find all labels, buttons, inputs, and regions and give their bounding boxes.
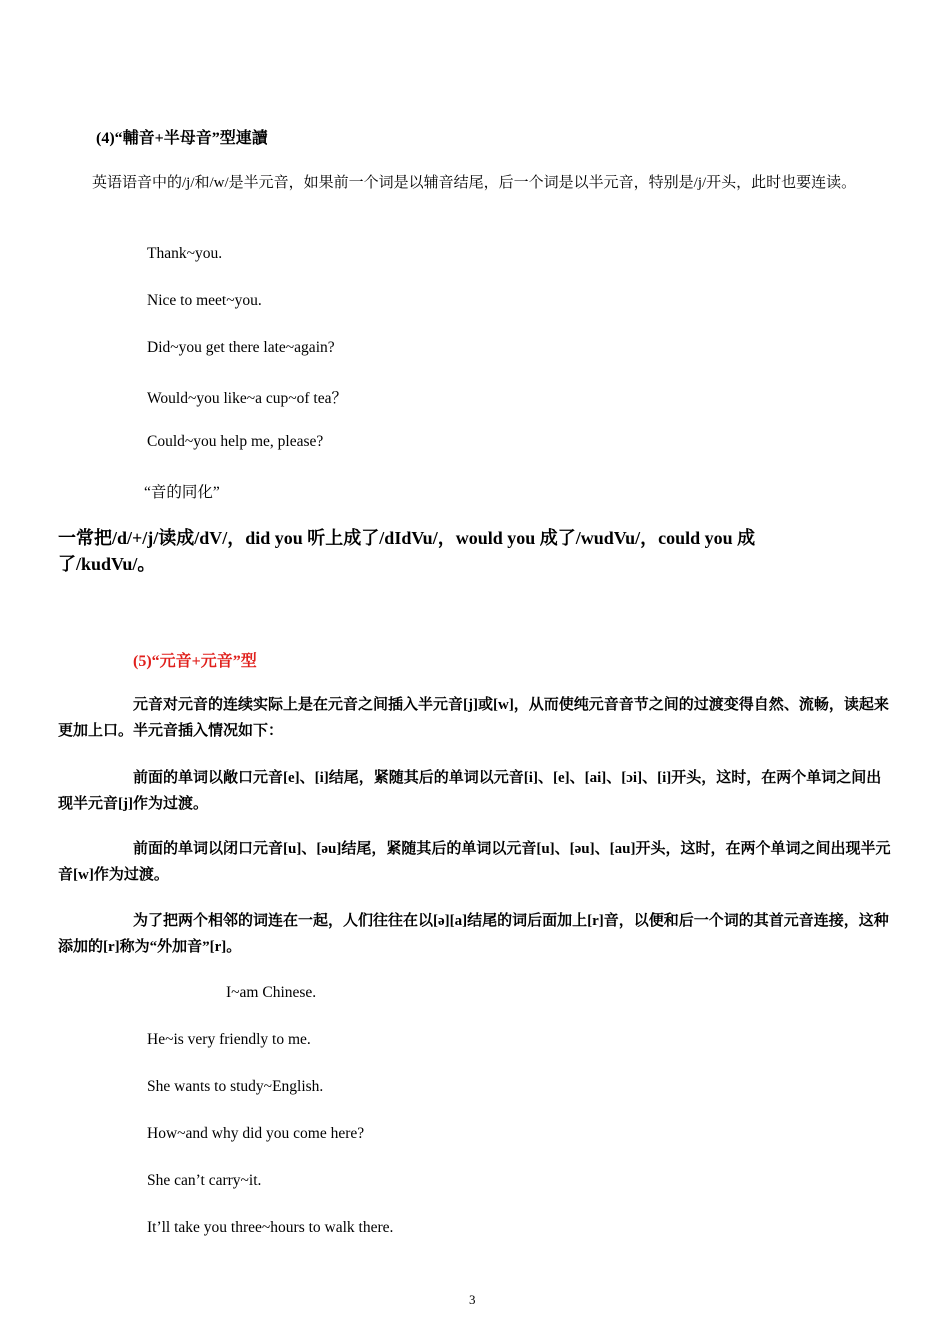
example-line: How~and why did you come here? (147, 1125, 365, 1142)
example-line: Would~you like~a cup~of tea？ (147, 390, 347, 407)
example-line: She wants to study~English. (147, 1078, 324, 1095)
section5-paragraph-4: 为了把两个相邻的词连在一起，人们往往在以[ə][a]结尾的词后面加上[r]音，以便和后一个词的其首元音连接，这种添加的[r]称为“外加音”[r]。 (58, 913, 889, 955)
example-line: Thank~you. (147, 245, 223, 262)
section5-paragraph-3: 前面的单词以闭口元音[u]、[əu]结尾，紧随其后的单词以元音[u]、[əu]、[au]开头，这时，在两个单词之间出现半元音[w]作为过渡。 (58, 841, 891, 883)
assimilation-text: 一常把/d/+/j/读成/dV/，did you 听上成了/dIdVu/，would you 成了/wudVu/，could you 成了/kudVu/。 (58, 528, 756, 574)
section5-paragraph-1: 元音对元音的连续实际上是在元音之间插入半元音[j]或[w]，从而使纯元音音节之间的过渡变得自然、流畅，读起来更加上口。半元音插入情况如下： (58, 697, 889, 739)
example-line: Could~you help me, please? (147, 433, 324, 450)
section4-paragraph: 英语语音中的/j/和/w/是半元音，如果前一个词是以辅音结尾，后一个词是以半元音，特别是/j/开头，此时也要连读。 (92, 175, 857, 191)
example-line: He~is very friendly to me. (147, 1031, 311, 1048)
example-line: It’ll take you three~hours to walk there. (147, 1219, 394, 1236)
example-line: Nice to meet~you. (147, 292, 262, 309)
section5-paragraph-2: 前面的单词以敞口元音[e]、[i]结尾，紧随其后的单词以元音[i]、[e]、[ai]、[ɔi]、[i]开头，这时，在两个单词之间出现半元音[j]作为过渡。 (58, 770, 882, 812)
example-line: She can’t carry~it. (147, 1172, 262, 1189)
example-line: Did~you get there late~again? (147, 339, 335, 356)
section4-heading: (4)“輔音+半母音”型連讀 (96, 130, 268, 147)
assimilation-label: “音的同化” (144, 484, 220, 501)
page-number: 3 (469, 1292, 476, 1307)
example-line: I~am Chinese. (226, 984, 317, 1001)
section5-heading: (5)“元音+元音”型 (133, 653, 257, 670)
